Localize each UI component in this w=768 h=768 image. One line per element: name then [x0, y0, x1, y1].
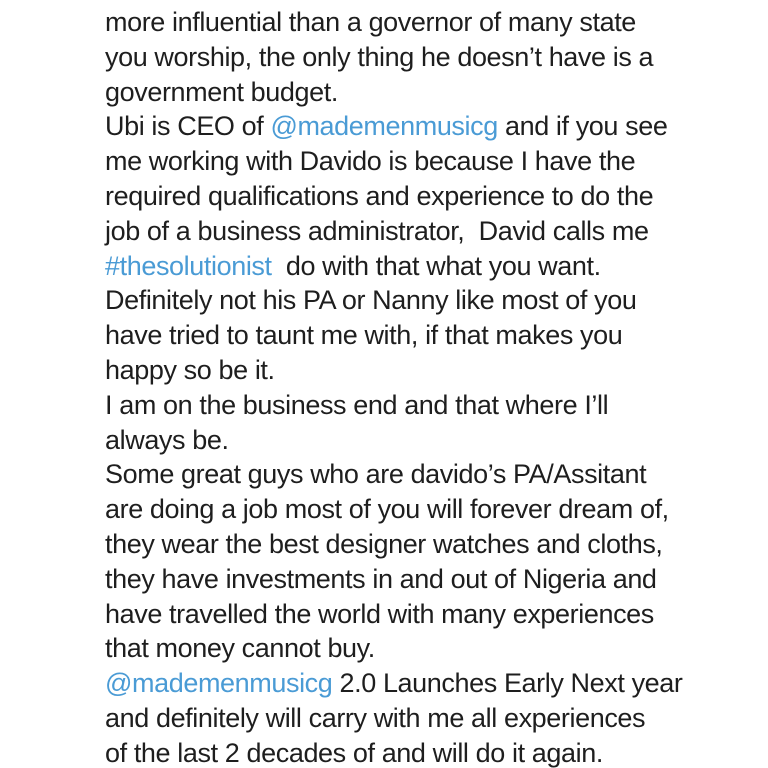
- post-line: they wear the best designer watches and cloths,: [105, 528, 663, 559]
- post-line: happy so be it.: [105, 354, 275, 385]
- post-line: job of a business administrator, David calls me: [105, 215, 649, 246]
- post-line: that money cannot buy.: [105, 633, 375, 664]
- post-line: me working with Davido is because I have the: [105, 146, 636, 177]
- post-line: are doing a job most of you will forever dream of,: [105, 494, 669, 525]
- post-line-text: Ubi is CEO of: [105, 111, 271, 142]
- post-line: [105, 109, 708, 144]
- post-line: [105, 249, 708, 284]
- post-line-text: do with that what you want.: [271, 250, 601, 281]
- post-line: you worship, the only thing he doesn’t have is a: [105, 41, 654, 72]
- post-line: have tried to taunt me with, if that makes you: [105, 320, 623, 351]
- post-line-text: 2.0 Launches Early Next year: [332, 668, 683, 699]
- post-line: Some great guys who are davido’s PA/Assitant: [105, 459, 647, 490]
- hashtag-link-thesolutionist[interactable]: #thesolutionist: [105, 250, 272, 281]
- mention-link-mademenmusicg[interactable]: @mademenmusicg: [270, 111, 498, 142]
- post-line: of the last 2 decades of and will do it again.: [105, 737, 603, 768]
- post-line: always be.: [105, 424, 229, 455]
- post-line: they have investments in and out of Nigeria and: [105, 563, 657, 594]
- post-line: Definitely not his PA or Nanny like most of you: [105, 285, 637, 316]
- post-line: I am on the business end and that where I’ll: [105, 389, 609, 420]
- mention-link-mademenmusicg-2[interactable]: @mademenmusicg: [105, 668, 333, 699]
- post-line: and definitely will carry with me all experiences: [105, 702, 646, 733]
- post-line: [105, 666, 708, 701]
- post-line-text: and if you see: [497, 111, 668, 142]
- post-line: have travelled the world with many experiences: [105, 598, 654, 629]
- post-line: required qualifications and experience to do the: [105, 180, 654, 211]
- post-line: more influential than a governor of many state: [105, 7, 636, 37]
- post-line: government budget.: [105, 76, 338, 107]
